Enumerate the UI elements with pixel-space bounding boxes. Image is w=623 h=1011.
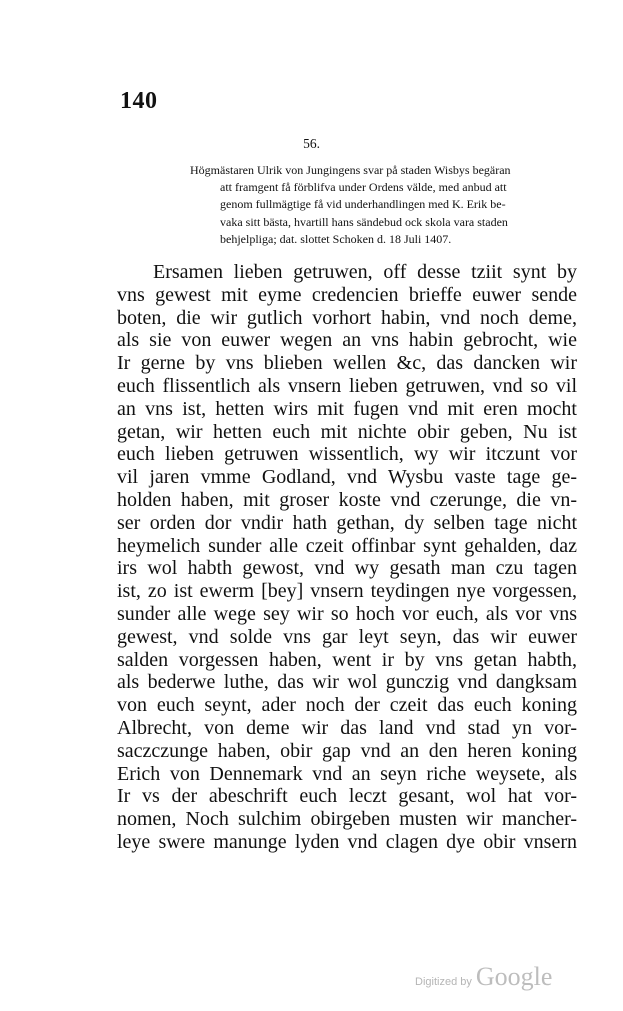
body-line: sunder alle wege sey wir so hoch vor euch, als vor vns [117, 602, 577, 625]
body-line: boten, die wir gutlich vorhort habin, vnd noch deme, [117, 306, 577, 329]
body-line: euch flissentlich als vnsern lieben getruwen, vnd so vil [117, 374, 577, 397]
body-line: getan, wir hetten euch mit nichte obir geben, Nu ist [117, 420, 577, 443]
document-number: 56. [303, 136, 320, 151]
body-line: ser orden dor vndir hath gethan, dy selben tage nicht [117, 511, 577, 534]
body-line: euch lieben getruwen wissentlich, wy wir itczunt vor [117, 443, 577, 466]
body-line: leye swere manunge lyden vnd clagen dye obir vnsern [117, 830, 577, 853]
body-line: Ir vs der abeschrift euch leczt gesant, wol hat vor- [117, 785, 577, 808]
digitized-watermark [415, 962, 552, 992]
body-line: holden haben, mit groser koste vnd czerunge, die vn- [117, 488, 577, 511]
body-line: salden vorgessen haben, went ir by vns getan habth, [117, 648, 577, 671]
body-line: an vns ist, hetten wirs mit fugen vnd mit eren mocht [117, 397, 577, 420]
body-line: von euch seynt, ader noch der czeit das euch koning [117, 694, 577, 717]
body-line: Ersamen lieben getruwen, off desse tziit synt by [153, 261, 577, 283]
body-line: vns gewest mit eyme credencien brieffe euwer sende [117, 283, 577, 306]
page-number: 140 [120, 88, 158, 114]
google-logo: Google [475, 962, 553, 991]
body-line: ist, zo ist ewerm [bey] vnsern teydingen nye vorgessen, [117, 580, 577, 603]
body-line: gewest, vnd solde vns gar leyt seyn, das wir euwer [117, 625, 577, 648]
summary-line: genom fullmägtige få vid underhandlingen med K. Erik be- [220, 197, 506, 212]
summary-line: behjelpliga; dat. slottet Schoken d. 18 Juli 1407. [220, 231, 452, 246]
body-line: irs wol habth gewost, vnd wy gesath man czu tagen [117, 557, 577, 580]
body-line: heymelich sunder alle czeit offinbar synt gehalden, daz [117, 534, 577, 557]
body-line: Albrecht, von deme wir das land vnd stad yn vor- [117, 716, 577, 739]
body-line: nomen, Noch sulchim obirgeben musten wir mancher- [117, 808, 577, 831]
summary-line: att framgent få förblifva under Ordens välde, med anbud att [220, 180, 507, 195]
summary-line: Högmästaren Ulrik von Jungingens svar på staden Wisbys begäran [190, 163, 511, 177]
body-line: als bederwe luthe, das wir wol gunczig vnd dangksam [117, 671, 577, 694]
body-line: Erich von Dennemark vnd an seyn riche weysete, als [117, 762, 577, 785]
summary-line: vaka sitt bästa, hvartill hans sändebud ock skola vara staden [220, 214, 508, 229]
watermark-prefix: Digitized by [415, 976, 472, 988]
letter-body [117, 261, 577, 854]
body-line: vil jaren vmme Godland, vnd Wysbu vaste tage ge- [117, 466, 577, 489]
body-line: Ir gerne by vns blieben wellen &c, das dancken wir [117, 352, 577, 375]
document-summary [190, 162, 570, 248]
body-line: saczczunge haben, obir gap vnd an den heren koning [117, 739, 577, 762]
body-line: als sie von euwer wegen an vns habin gebrocht, wie [117, 329, 577, 352]
